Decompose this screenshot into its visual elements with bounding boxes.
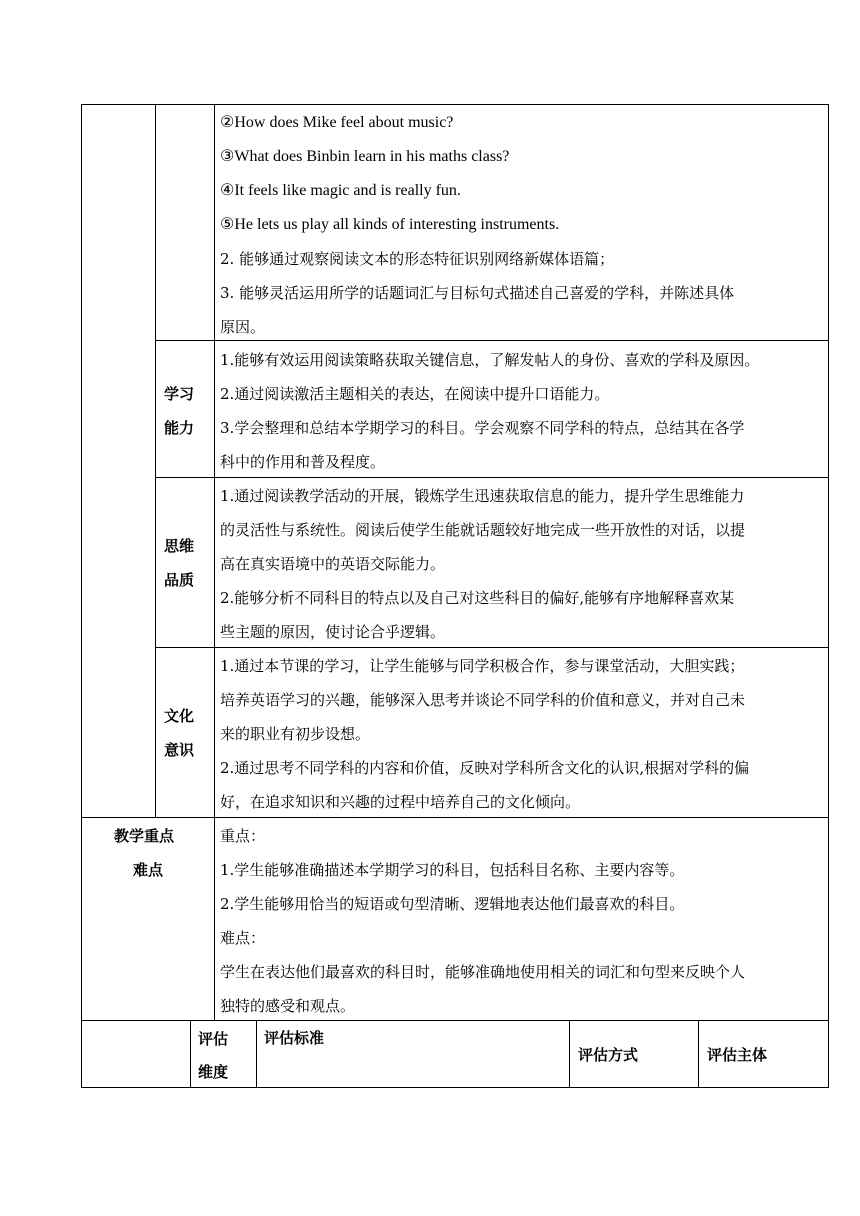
objective-sentence-5: ⑤He lets us play all kinds of interesting instruments. — [220, 216, 560, 233]
column-divider — [256, 1020, 257, 1087]
learning-ability-label: 学习 — [164, 385, 195, 403]
learning-ability-line: 2.通过阅读激活主题相关的表达，在阅读中提升口语能力。 — [220, 385, 610, 403]
assessment-dimension-header-2: 维度 — [198, 1063, 229, 1081]
key-points-line: 2.学生能够用恰当的短语或句型清晰、逻辑地表达他们最喜欢的科目。 — [220, 895, 685, 913]
cultural-awareness-label: 文化 — [164, 707, 195, 725]
learning-ability-line: 3.学会整理和总结本学期学习的科目。学会观察不同学科的特点，总结其在各学 — [220, 419, 745, 437]
objective-item-2: 2. 能够通过观察阅读文本的形态特征识别网络新媒体语篇； — [220, 250, 615, 268]
thinking-quality-line: 2.能够分析不同科目的特点以及自己对这些科目的偏好,能够有序地解释喜欢某 — [220, 589, 735, 607]
thinking-quality-line: 高在真实语境中的英语交际能力。 — [220, 555, 446, 573]
objective-question-2: ②How does Mike feel about music? — [220, 114, 454, 131]
cultural-awareness-line: 好，在追求知识和兴趣的过程中培养自己的文化倾向。 — [220, 793, 581, 811]
table-border-right — [828, 104, 829, 1088]
assessment-criteria-header: 评估标准 — [264, 1029, 325, 1047]
learning-ability-label-2: 能力 — [164, 419, 195, 437]
row-divider — [81, 1020, 829, 1021]
cultural-awareness-line: 来的职业有初步设想。 — [220, 725, 371, 743]
cultural-awareness-line: 1.通过本节课的学习，让学生能够与同学积极合作，参与课堂活动，大胆实践； — [220, 657, 745, 675]
key-points-line: 重点： — [220, 827, 266, 845]
column-divider — [155, 104, 156, 817]
assessment-method-header: 评估方式 — [578, 1046, 639, 1064]
cultural-awareness-line: 培养英语学习的兴趣，能够深入思考并谈论不同学科的价值和意义，并对自己未 — [220, 691, 746, 709]
thinking-quality-line: 些主题的原因，使讨论合乎逻辑。 — [220, 623, 446, 641]
objective-sentence-4: ④It feels like magic and is really fun. — [220, 182, 461, 199]
assessment-dimension-header: 评估 — [198, 1030, 229, 1048]
table-border-left — [81, 104, 82, 1088]
key-points-line: 学生在表达他们最喜欢的科目时，能够准确地使用相关的词汇和句型来反映个人 — [220, 963, 746, 981]
column-divider — [698, 1020, 699, 1087]
thinking-quality-line: 的灵活性与系统性。阅读后使学生能就话题较好地完成一些开放性的对话，以提 — [220, 521, 746, 539]
assessment-subject-header: 评估主体 — [707, 1046, 768, 1064]
column-divider — [214, 104, 215, 1020]
key-points-label: 教学重点 — [114, 827, 175, 845]
column-divider — [569, 1020, 570, 1087]
key-points-line: 1.学生能够准确描述本学期学习的科目，包括科目名称、主要内容等。 — [220, 861, 685, 879]
thinking-quality-label-2: 品质 — [164, 571, 195, 589]
key-points-line: 难点： — [220, 929, 266, 947]
column-divider — [190, 1020, 191, 1087]
table-border-bottom — [81, 1087, 829, 1088]
thinking-quality-label: 思维 — [164, 537, 195, 555]
objective-item-3-cont: 原因。 — [220, 318, 266, 336]
thinking-quality-line: 1.通过阅读教学活动的开展，锻炼学生迅速获取信息的能力，提升学生思维能力 — [220, 487, 745, 505]
cultural-awareness-line: 2.通过思考不同学科的内容和价值，反映对学科所含文化的认识,根据对学科的偏 — [220, 759, 750, 777]
cultural-awareness-label-2: 意识 — [164, 741, 195, 759]
objective-item-3: 3. 能够灵活运用所学的话题词汇与目标句式描述自己喜爱的学科，并陈述具体 — [220, 284, 735, 302]
key-points-label-2: 难点 — [133, 861, 164, 879]
objective-question-3: ③What does Binbin learn in his maths class? — [220, 148, 510, 165]
learning-ability-line: 1.能够有效运用阅读策略获取关键信息，了解发帖人的身份、喜欢的学科及原因。 — [220, 351, 760, 369]
key-points-line: 独特的感受和观点。 — [220, 997, 356, 1015]
learning-ability-line: 科中的作用和普及程度。 — [220, 453, 386, 471]
table-border-top — [81, 104, 829, 105]
